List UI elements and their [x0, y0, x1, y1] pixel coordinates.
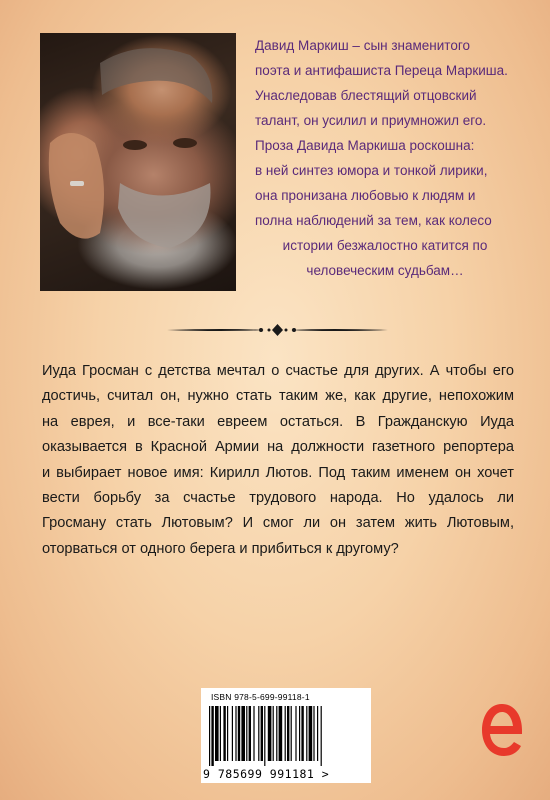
blurb-line: и выбирает новое имя: Кирилл Лютов. Под таким именем он хочет — [42, 464, 514, 481]
blurb-line: оказывается в Красной Армии на должности газетного репортера — [42, 439, 514, 456]
barcode-bar — [232, 706, 233, 761]
author-photo — [40, 33, 236, 291]
barcode-bars — [209, 706, 363, 766]
intro-line: Давид Маркиш – сын знаменитого — [255, 38, 470, 53]
blurb-line: Иуда Гросман с детства мечтал о счастье для других. А чтобы его — [42, 363, 514, 379]
barcode-bar — [249, 706, 251, 761]
barcode-bar — [215, 706, 219, 761]
intro-line: в ней синтез юмора и тонкой лирики, — [255, 163, 488, 178]
barcode-bar — [238, 706, 240, 761]
intro-line: талант, он усилил и приумножил его. — [255, 113, 487, 128]
barcode-bar — [220, 706, 221, 761]
barcode-bar — [291, 706, 292, 761]
intro-line: поэта и антифашиста Переца Маркиша. — [255, 63, 508, 78]
blurb-line: достичь, считал он, нужно стать таким же, как другие, непохожим — [42, 388, 514, 405]
barcode-bar — [227, 706, 228, 761]
barcode-bar — [317, 706, 318, 761]
barcode-bar — [301, 706, 303, 761]
intro-line: Унаследовав блестящий отцовский — [255, 88, 477, 103]
blurb-line: Гросману стать Лютовым? И смог ли он затем жить Лютовым, — [42, 515, 514, 532]
barcode-bar — [321, 706, 322, 766]
barcode-bar — [261, 706, 263, 761]
barcode-digits: 9 785699 991181 > — [203, 767, 330, 781]
blurb-line: вести борьбу за счастье трудового народа. Но удалось ли — [42, 490, 514, 507]
barcode-bar — [211, 706, 213, 766]
isbn-barcode — [201, 688, 371, 783]
barcode-bar — [235, 706, 236, 761]
ornament-divider — [165, 321, 390, 339]
barcode-bar — [273, 706, 274, 761]
barcode-bar — [246, 706, 247, 761]
barcode-bar — [285, 706, 286, 761]
barcode-bar — [313, 706, 314, 761]
barcode-bar — [309, 706, 313, 761]
barcode-bar — [287, 706, 289, 761]
eksmo-logo-icon — [480, 700, 524, 760]
barcode-bar — [299, 706, 300, 761]
barcode-bar — [209, 706, 210, 766]
blurb-line: на еврея, и все-таки евреем остаться. В Гражданскую Иуда — [42, 413, 514, 430]
barcode-bar — [306, 706, 307, 761]
barcode-bar — [241, 706, 245, 761]
isbn-label: ISBN 978-5-699-99118-1 — [211, 692, 310, 702]
barcode-bar — [276, 706, 277, 761]
intro-line: человеческим судьбам… — [306, 263, 464, 278]
intro-line: истории безжалостно катится по — [282, 238, 488, 253]
book-blurb — [42, 359, 514, 562]
barcode-bar — [223, 706, 225, 761]
intro-line: Проза Давида Маркиша роскошна: — [255, 138, 475, 153]
barcode-bar — [258, 706, 259, 761]
barcode-bar — [253, 706, 254, 761]
intro-line: она пронизана любовью к людям и — [255, 188, 476, 203]
author-intro — [255, 33, 515, 283]
barcode-bar — [279, 706, 283, 761]
blurb-line: оторваться от одного берега и прибиться к другому? — [42, 540, 399, 557]
barcode-bar — [295, 706, 296, 761]
barcode-bar — [264, 706, 265, 766]
barcode-bar — [268, 706, 272, 761]
intro-line: полна наблюдений за тем, как колесо — [255, 213, 492, 228]
